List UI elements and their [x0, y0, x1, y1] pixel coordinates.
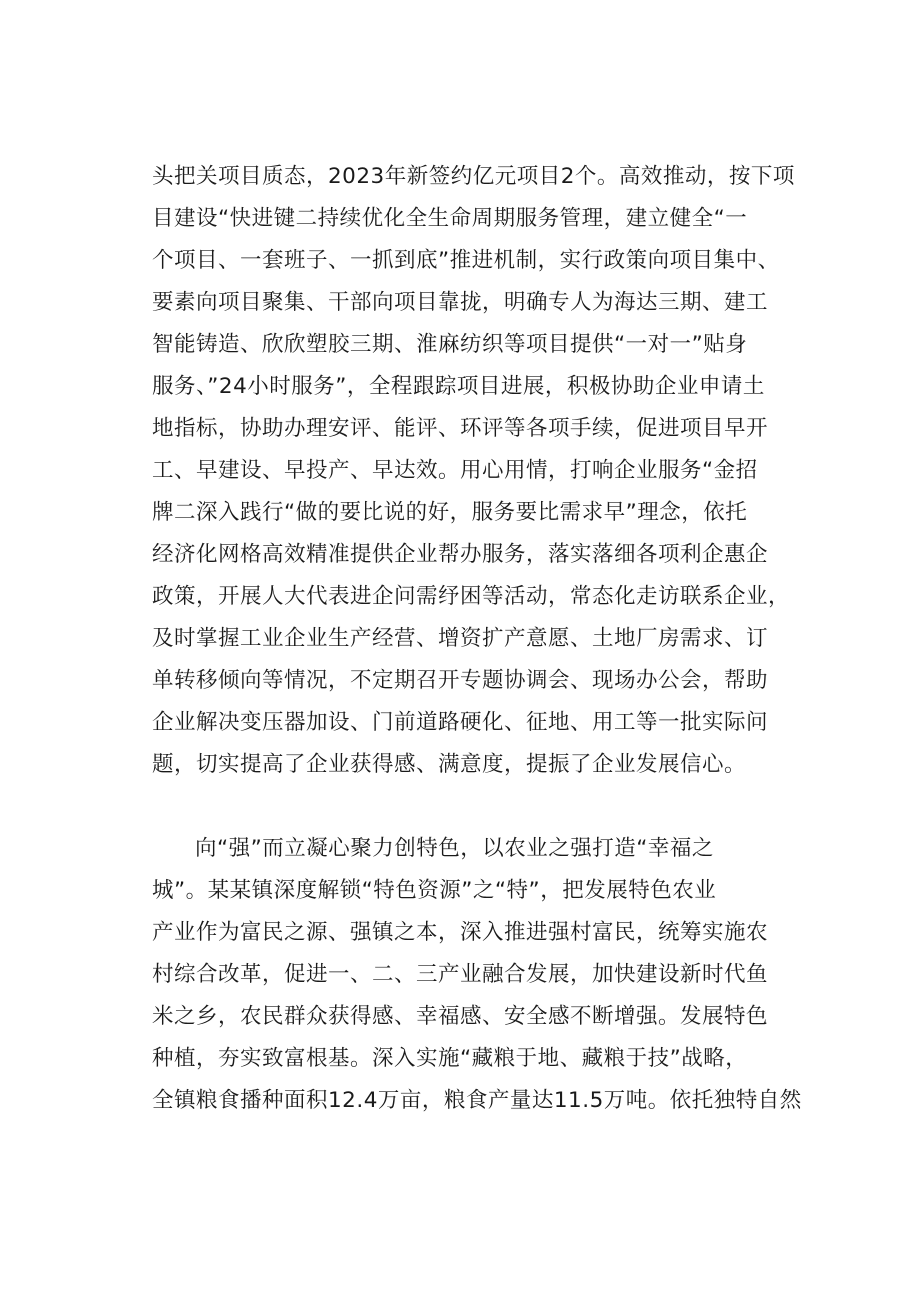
- paragraph-line: 向“强”而立凝心聚力创特色，以农业之强打造“幸福之: [195, 836, 714, 861]
- paragraph-line: 要素向项目聚集、干部向项目靠拢，明确专人为海达三期、建工: [152, 290, 769, 315]
- paragraph-line: 及时掌握工业企业生产经营、增资扩产意愿、土地厂房需求、订: [152, 626, 769, 651]
- paragraph-line: 目建设“快进键二持续优化全生命周期服务管理，建立健全“一: [152, 206, 748, 231]
- paragraph-line: 题，切实提高了企业获得感、满意度，提振了企业发展信心。: [152, 752, 747, 777]
- paragraph-line: 城”。某某镇深度解锁“特色资源”之“特”，把发展特色农业: [152, 878, 717, 903]
- paragraph-line: 工、早建设、早投产、早达效。用心用情，打响企业服务“金招: [152, 458, 758, 483]
- paragraph-line: 种植，夯实致富根基。深入实施“藏粮于地、藏粮于技”战略，: [152, 1046, 748, 1071]
- paragraph-line: 企业解决变压器加设、门前道路硬化、征地、用工等一批实际问: [152, 710, 769, 735]
- paragraph-line: 政策，开展人大代表进企问需纾困等活动，常态化走访联系企业，: [152, 584, 791, 609]
- paragraph-line: 智能铸造、欣欣塑胶三期、淮麻纺织等项目提供“一对一”贴身: [152, 332, 748, 357]
- paragraph-line: 产业作为富民之源、强镇之本，深入推进强村富民，统筹实施农: [152, 920, 769, 945]
- paragraph-line: 米之乡，农民群众获得感、幸福感、安全感不断增强。发展特色: [152, 1004, 769, 1029]
- paragraph-line: 地指标，协助办理安评、能评、环评等各项手续，促进项目早开: [152, 416, 769, 441]
- paragraph-line: 单转移倾向等情况，不定期召开专题协调会、现场办公会，帮助: [152, 668, 769, 693]
- paragraph-line: 经济化网格高效精准提供企业帮办服务，落实落细各项利企惠企: [152, 542, 769, 567]
- paragraph-line: 村综合改革，促进一、二、三产业融合发展，加快建设新时代鱼: [152, 962, 769, 987]
- paragraph-line: 全镇粮食播种面积12.4万亩，粮食产量达11.5万吨。依托独特自然: [152, 1088, 802, 1113]
- paragraph-line: 个项目、一套班子、一抓到底”推进机制，实行政策向项目集中、: [152, 248, 780, 273]
- paragraph-line: 牌二深入践行“做的要比说的好，服务要比需求早”理念，依托: [152, 500, 748, 525]
- paragraph-line: 服务、”24小时服务”，全程跟踪项目进展，积极协助企业申请土: [152, 374, 765, 399]
- paragraph-line: 头把关项目质态，2023年新签约亿元项目2个。高效推动，按下项: [152, 164, 795, 189]
